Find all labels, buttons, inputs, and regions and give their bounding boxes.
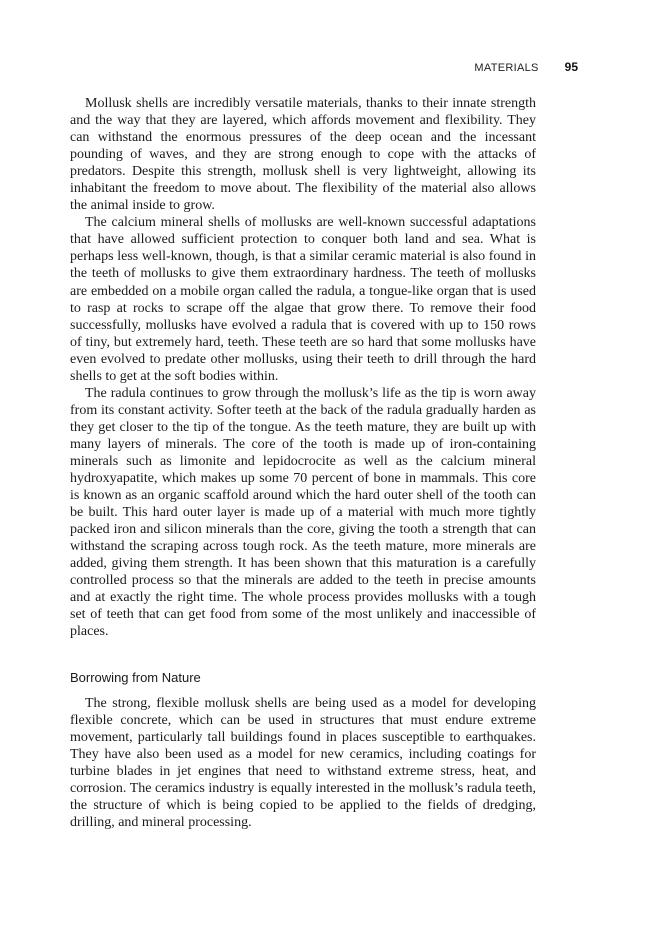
body-text xyxy=(70,95,536,641)
page-number: 95 xyxy=(564,60,578,74)
section-heading: Borrowing from Nature xyxy=(70,670,201,685)
running-head xyxy=(474,60,578,78)
paragraph-mollusk-shells: Mollusk shells are incredibly versatile materials, thanks to their innate strength and the way that they are layered, which affords movement and flexibility. They can withstand the enormous pressures of the deep ocean and the incessant pounding of waves, and they are strong enough to cope with the attacks of predators. Despite this strength, mollusk shell is very lightweight, allowing its inhabitant the freedom to move about. The flexibility of the material also allows the animal inside to grow. xyxy=(70,96,536,214)
paragraph-calcium-shells: The calcium mineral shells of mollusks are well-known successful adaptations that have allowed sufficient protection to conquer both land and sea. What is perhaps less well-known, though, is that a similar ceramic material is also found in the teeth of mollusks to give them extraordinary hardness. The teeth of mollusks are embedded on a mobile organ called the radula, a tongue-like organ that is used to rasp at rocks to scrape off the algae that grow there. To remove their food successfully, mollusks have evolved a radula that is covered with up to 150 rows of tiny, but extremely hard, teeth. These teeth are so hard that some mollusks have even evolved to predate other mollusks, using their teeth to drill through the hard shells to get at the soft bodies within. xyxy=(70,215,536,384)
paragraph-radula-growth: The radula continues to grow through the mollusk’s life as the tip is worn away from its constant activity. Softer teeth at the back of the radula gradually harden as they get closer to the tip of the tongue. As the teeth mature, they are built up with many layers of minerals. The core of the tooth is made up of iron-containing minerals such as limonite and lepidocrocite as well as the calcium mineral hydroxyapatite, which makes up some 70 percent of bone in mammals. This core is known as an organic scaffold around which the hard outer shell of the tooth can be built. This hard outer layer is made up of a material with much more tightly packed iron and silicon minerals than the core, giving the tooth a strength that can withstand the scraping across tough rock. As the teeth mature, more minerals are added, giving them strength. It has been shown that this maturation is a carefully controlled process so that the minerals are added to the teeth in precise amounts and at exactly the right time. The whole process provides mollusks with a tough set of teeth that can get food from some of the most unlikely and inaccessible of places. xyxy=(70,385,536,640)
section-name: MATERIALS xyxy=(474,62,539,74)
paragraph-borrowing: The strong, flexible mollusk shells are being used as a model for developing flexible concrete, which can be used in structures that must endure extreme movement, particularly tall buildings found in places susceptible to earthquakes. They have also been used as a model for new ceramics, including coatings for turbine blades in jet engines that need to withstand extreme stress, heat, and corrosion. The ceramics industry is equally interested in the mollusk’s radula teeth, the structure of which is being copied to be applied to the fields of dredging, drilling, and mineral processing. xyxy=(70,696,536,831)
borrowing-text xyxy=(70,695,536,831)
